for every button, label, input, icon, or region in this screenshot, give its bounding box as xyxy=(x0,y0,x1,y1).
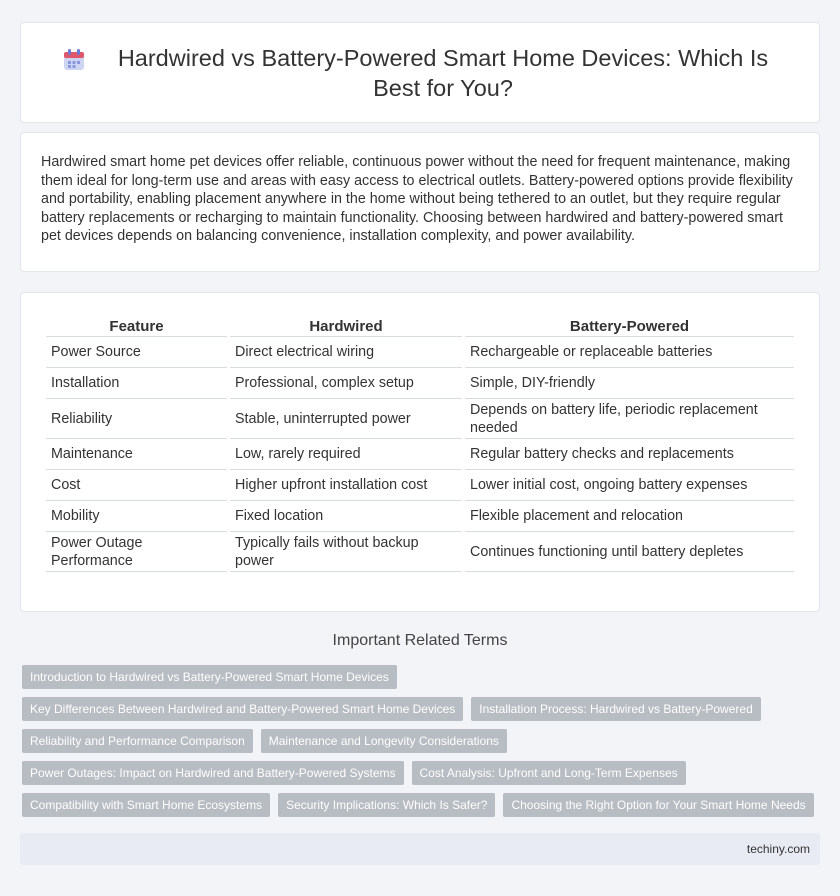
title-wrap xyxy=(21,23,819,122)
table-cell: Depends on battery life, periodic replacement needed xyxy=(465,399,794,439)
related-tag[interactable]: Introduction to Hardwired vs Battery-Powered Smart Home Devices xyxy=(22,665,397,689)
table-cell: Reliability xyxy=(46,399,227,439)
table-cell: Mobility xyxy=(46,501,227,532)
table-cell: Fixed location xyxy=(230,501,462,532)
table-cell: Power Source xyxy=(46,337,227,368)
table-row xyxy=(46,439,794,470)
calendar-icon xyxy=(61,47,87,73)
table-row xyxy=(46,501,794,532)
table-cell: Low, rarely required xyxy=(230,439,462,470)
table-cell: Direct electrical wiring xyxy=(230,337,462,368)
table-row xyxy=(46,470,794,501)
title-card xyxy=(20,22,820,123)
header-feature: Feature xyxy=(46,315,227,337)
tag-row xyxy=(22,697,822,721)
related-tag[interactable]: Installation Process: Hardwired vs Battery-Powered xyxy=(471,697,760,721)
header-battery: Battery-Powered xyxy=(465,315,794,337)
table-cell: Rechargeable or replaceable batteries xyxy=(465,337,794,368)
table-cell: Lower initial cost, ongoing battery expenses xyxy=(465,470,794,501)
table-cell: Stable, uninterrupted power xyxy=(230,399,462,439)
footer xyxy=(20,833,820,865)
table-cell: Continues functioning until battery depletes xyxy=(465,532,794,572)
related-tag[interactable]: Compatibility with Smart Home Ecosystems xyxy=(22,793,270,817)
table-row xyxy=(46,337,794,368)
related-tags xyxy=(22,665,822,825)
tag-row xyxy=(22,793,822,817)
related-tag[interactable]: Maintenance and Longevity Considerations xyxy=(261,729,507,753)
table-cell: Installation xyxy=(46,368,227,399)
table-cell: Typically fails without backup power xyxy=(230,532,462,572)
tag-row xyxy=(22,761,822,785)
related-tag[interactable]: Power Outages: Impact on Hardwired and Battery-Powered Systems xyxy=(22,761,404,785)
table-row xyxy=(46,399,794,439)
table-row xyxy=(46,368,794,399)
tag-row xyxy=(22,665,822,689)
footer-site-link[interactable]: techiny.com xyxy=(746,842,810,856)
table-cell: Cost xyxy=(46,470,227,501)
table-row xyxy=(46,532,794,572)
related-tag[interactable]: Choosing the Right Option for Your Smart Home Needs xyxy=(503,793,813,817)
related-tag[interactable]: Cost Analysis: Upfront and Long-Term Expenses xyxy=(412,761,686,785)
table-cell: Flexible placement and relocation xyxy=(465,501,794,532)
related-tag[interactable]: Security Implications: Which Is Safer? xyxy=(278,793,495,817)
intro-paragraph: Hardwired smart home pet devices offer reliable, continuous power without the need for frequent maintenance, making them ideal for long-term use and areas with easy access to electrical outlets. Battery-powered options provide flexibility and portability, enabling placement anywhere in the home without being tethered to an outlet, but they require regular battery replacements or recharging to maintain functionality. Choosing between hardwired and battery-powered smart pet devices depends on balancing convenience, installation complexity, and power availability. xyxy=(41,154,793,244)
intro-card xyxy=(20,132,820,272)
related-tag[interactable]: Key Differences Between Hardwired and Battery-Powered Smart Home Devices xyxy=(22,697,463,721)
header-hardwired: Hardwired xyxy=(230,315,462,337)
table-cell: Simple, DIY-friendly xyxy=(465,368,794,399)
table-cell: Regular battery checks and replacements xyxy=(465,439,794,470)
table-cell: Maintenance xyxy=(46,439,227,470)
related-terms-title: Important Related Terms xyxy=(332,632,508,649)
related-tag[interactable]: Reliability and Performance Comparison xyxy=(22,729,253,753)
table-cell: Power Outage Performance xyxy=(46,532,227,572)
table-header-row xyxy=(46,315,794,337)
comparison-table xyxy=(43,315,797,572)
page-title: Hardwired vs Battery-Powered Smart Home Devices: Which Is Best for You? xyxy=(117,44,769,101)
table-cell: Professional, complex setup xyxy=(230,368,462,399)
table-cell: Higher upfront installation cost xyxy=(230,470,462,501)
tag-row xyxy=(22,729,822,753)
comparison-card xyxy=(20,292,820,612)
